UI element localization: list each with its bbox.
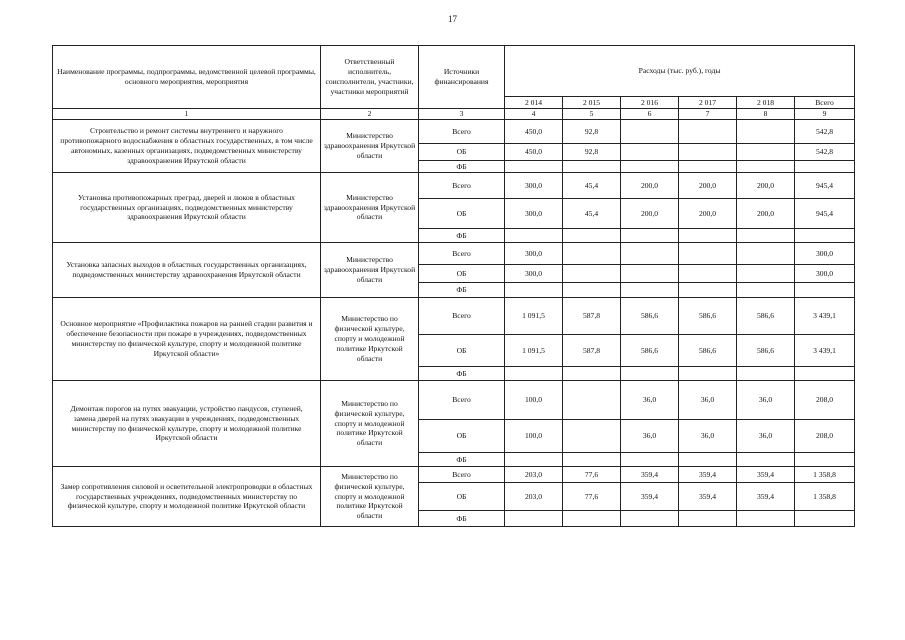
total-value: 542,8 bbox=[795, 144, 855, 161]
responsible-executor: Министерство здравоохранения Иркутской области bbox=[321, 120, 419, 173]
year-value bbox=[621, 243, 679, 265]
year-value bbox=[679, 229, 737, 243]
year-value: 203,0 bbox=[505, 467, 563, 483]
header-responsible: Ответственный исполнитель, соисполнители, участники, участники мероприятий bbox=[321, 46, 419, 109]
year-value bbox=[563, 420, 621, 453]
year-value: 586,6 bbox=[621, 335, 679, 367]
year-value bbox=[737, 161, 795, 173]
responsible-executor: Министерство здравоохранения Иркутской области bbox=[321, 243, 419, 298]
column-number: 9 bbox=[795, 109, 855, 120]
table-row bbox=[53, 173, 855, 199]
year-value bbox=[505, 511, 563, 527]
year-value bbox=[563, 265, 621, 283]
year-value: 359,4 bbox=[621, 467, 679, 483]
year-value: 587,8 bbox=[563, 335, 621, 367]
year-value bbox=[621, 453, 679, 467]
year-value: 587,8 bbox=[563, 298, 621, 335]
year-value: 359,4 bbox=[737, 467, 795, 483]
year-value bbox=[621, 367, 679, 381]
program-name: Установка запасных выходов в областных государственных организациях, подведомственных министерству здравоохранения Иркутской области bbox=[53, 243, 321, 298]
total-value bbox=[795, 283, 855, 298]
year-value bbox=[679, 265, 737, 283]
year-value bbox=[505, 453, 563, 467]
year-value bbox=[563, 367, 621, 381]
funding-source: Всего bbox=[419, 381, 505, 420]
year-value bbox=[505, 229, 563, 243]
column-number: 8 bbox=[737, 109, 795, 120]
year-value: 1 091,5 bbox=[505, 335, 563, 367]
column-number: 6 bbox=[621, 109, 679, 120]
year-value: 100,0 bbox=[505, 381, 563, 420]
program-name: Демонтаж порогов на путях эвакуации, устройство пандусов, ступеней, замена дверей на путях эвакуации в учреждениях, подведомственных министерству по физической культуре, спорту и молодежной политике Иркутской области bbox=[53, 381, 321, 467]
total-value: 300,0 bbox=[795, 243, 855, 265]
total-value: 3 439,1 bbox=[795, 335, 855, 367]
funding-source: ОБ bbox=[419, 483, 505, 511]
program-name: Установка противопожарных преград, дверей и люков в областных государственных организациях, подведомственных министерству здравоохранения Иркутской области bbox=[53, 173, 321, 243]
column-number: 2 bbox=[321, 109, 419, 120]
year-value: 200,0 bbox=[737, 199, 795, 229]
year-value bbox=[737, 367, 795, 381]
year-value bbox=[563, 381, 621, 420]
column-number: 3 bbox=[419, 109, 505, 120]
funding-source: Всего bbox=[419, 173, 505, 199]
year-value: 586,6 bbox=[679, 298, 737, 335]
year-value bbox=[679, 144, 737, 161]
year-value bbox=[563, 161, 621, 173]
table-row bbox=[53, 467, 855, 483]
funding-source: ОБ bbox=[419, 199, 505, 229]
year-value: 45,4 bbox=[563, 173, 621, 199]
year-value: 200,0 bbox=[679, 199, 737, 229]
year-value: 300,0 bbox=[505, 173, 563, 199]
year-value: 586,6 bbox=[737, 335, 795, 367]
year-value: 203,0 bbox=[505, 483, 563, 511]
year-value: 92,8 bbox=[563, 144, 621, 161]
funding-source: ОБ bbox=[419, 335, 505, 367]
year-value: 36,0 bbox=[737, 420, 795, 453]
funding-source: ФБ bbox=[419, 367, 505, 381]
program-name: Замер сопротивления силовой и осветительной электропроводки в областных государственных учреждениях, подведомственных министерству по физической культуре, спорту и молодежной политике Иркутской области bbox=[53, 467, 321, 527]
year-value bbox=[679, 453, 737, 467]
total-value: 1 358,8 bbox=[795, 483, 855, 511]
year-value: 45,4 bbox=[563, 199, 621, 229]
year-value: 586,6 bbox=[737, 298, 795, 335]
table-row bbox=[53, 381, 855, 420]
header-total: Всего bbox=[795, 97, 855, 109]
total-value: 542,8 bbox=[795, 120, 855, 144]
year-value: 586,6 bbox=[679, 335, 737, 367]
funding-source: ОБ bbox=[419, 144, 505, 161]
responsible-executor: Министерство по физической культуре, спорту и молодежной политике Иркутской области bbox=[321, 381, 419, 467]
program-name: Основное мероприятие «Профилактика пожаров на ранней стадии развития и обеспечение безопасности при пожаре в учреждениях, подведомственных министерству по физической культуре, спорту и молодежной политике Иркутской области» bbox=[53, 298, 321, 381]
year-value: 36,0 bbox=[621, 381, 679, 420]
year-value: 77,6 bbox=[563, 483, 621, 511]
year-value: 200,0 bbox=[621, 199, 679, 229]
year-value bbox=[505, 283, 563, 298]
table-row bbox=[53, 243, 855, 265]
funding-source: Всего bbox=[419, 467, 505, 483]
column-number: 4 bbox=[505, 109, 563, 120]
year-value bbox=[737, 283, 795, 298]
column-number: 1 bbox=[53, 109, 321, 120]
year-value: 36,0 bbox=[679, 381, 737, 420]
year-value bbox=[737, 453, 795, 467]
total-value: 3 439,1 bbox=[795, 298, 855, 335]
header-name: Наименование программы, подпрограммы, ведомственной целевой программы, основного мероприятия, мероприятия bbox=[53, 46, 321, 109]
year-value bbox=[621, 120, 679, 144]
header-year: 2 017 bbox=[679, 97, 737, 109]
year-value: 100,0 bbox=[505, 420, 563, 453]
year-value bbox=[737, 243, 795, 265]
total-value bbox=[795, 229, 855, 243]
header-year: 2 016 bbox=[621, 97, 679, 109]
funding-source: Всего bbox=[419, 120, 505, 144]
year-value bbox=[621, 283, 679, 298]
total-value: 1 358,8 bbox=[795, 467, 855, 483]
total-value bbox=[795, 453, 855, 467]
page-number: 17 bbox=[448, 14, 457, 24]
funding-source: Всего bbox=[419, 243, 505, 265]
table-row bbox=[53, 120, 855, 144]
total-value: 208,0 bbox=[795, 420, 855, 453]
year-value bbox=[563, 243, 621, 265]
funding-source: ФБ bbox=[419, 453, 505, 467]
year-value bbox=[737, 120, 795, 144]
total-value: 945,4 bbox=[795, 199, 855, 229]
year-value bbox=[621, 161, 679, 173]
table-row bbox=[53, 298, 855, 335]
year-value bbox=[563, 453, 621, 467]
year-value: 450,0 bbox=[505, 144, 563, 161]
year-value bbox=[621, 229, 679, 243]
header-year: 2 015 bbox=[563, 97, 621, 109]
funding-source: ОБ bbox=[419, 265, 505, 283]
year-value bbox=[621, 144, 679, 161]
year-value: 92,8 bbox=[563, 120, 621, 144]
year-value bbox=[679, 120, 737, 144]
year-value: 300,0 bbox=[505, 265, 563, 283]
year-value: 36,0 bbox=[621, 420, 679, 453]
year-value bbox=[563, 511, 621, 527]
year-value bbox=[563, 229, 621, 243]
column-number: 7 bbox=[679, 109, 737, 120]
funding-source: Всего bbox=[419, 298, 505, 335]
funding-source: ФБ bbox=[419, 511, 505, 527]
year-value: 359,4 bbox=[737, 483, 795, 511]
year-value bbox=[679, 511, 737, 527]
header-source: Источники финансирования bbox=[419, 46, 505, 109]
year-value bbox=[737, 229, 795, 243]
year-value: 359,4 bbox=[679, 483, 737, 511]
year-value: 200,0 bbox=[679, 173, 737, 199]
year-value: 1 091,5 bbox=[505, 298, 563, 335]
year-value: 359,4 bbox=[679, 467, 737, 483]
total-value bbox=[795, 161, 855, 173]
year-value: 300,0 bbox=[505, 199, 563, 229]
year-value bbox=[621, 265, 679, 283]
responsible-executor: Министерство по физической культуре, спорту и молодежной политике Иркутской области bbox=[321, 467, 419, 527]
expenses-table bbox=[52, 45, 855, 527]
year-value bbox=[679, 161, 737, 173]
year-value bbox=[679, 243, 737, 265]
year-value: 36,0 bbox=[679, 420, 737, 453]
funding-source: ФБ bbox=[419, 283, 505, 298]
year-value bbox=[679, 367, 737, 381]
year-value bbox=[737, 144, 795, 161]
year-value: 36,0 bbox=[737, 381, 795, 420]
funding-source: ОБ bbox=[419, 420, 505, 453]
column-number: 5 bbox=[563, 109, 621, 120]
year-value bbox=[621, 511, 679, 527]
responsible-executor: Министерство здравоохранения Иркутской области bbox=[321, 173, 419, 243]
header-year: 2 014 bbox=[505, 97, 563, 109]
total-value bbox=[795, 511, 855, 527]
year-value: 300,0 bbox=[505, 243, 563, 265]
year-value: 586,6 bbox=[621, 298, 679, 335]
year-value bbox=[737, 511, 795, 527]
total-value: 945,4 bbox=[795, 173, 855, 199]
year-value: 200,0 bbox=[737, 173, 795, 199]
year-value bbox=[505, 367, 563, 381]
responsible-executor: Министерство по физической культуре, спорту и молодежной политике Иркутской области bbox=[321, 298, 419, 381]
header-year: 2 018 bbox=[737, 97, 795, 109]
funding-source: ФБ bbox=[419, 161, 505, 173]
year-value: 200,0 bbox=[621, 173, 679, 199]
year-value bbox=[679, 283, 737, 298]
year-value bbox=[563, 283, 621, 298]
total-value bbox=[795, 367, 855, 381]
year-value: 450,0 bbox=[505, 120, 563, 144]
year-value: 359,4 bbox=[621, 483, 679, 511]
year-value bbox=[505, 161, 563, 173]
total-value: 208,0 bbox=[795, 381, 855, 420]
year-value bbox=[737, 265, 795, 283]
funding-source: ФБ bbox=[419, 229, 505, 243]
year-value: 77,6 bbox=[563, 467, 621, 483]
program-name: Строительство и ремонт системы внутреннего и наружного противопожарного водоснабжения в областных государственных, в том числе автономных, казенных организациях, подведомственных министерству здравоохранения Иркутской области bbox=[53, 120, 321, 173]
header-expenses: Расходы (тыс. руб.), годы bbox=[505, 46, 855, 97]
total-value: 300,0 bbox=[795, 265, 855, 283]
